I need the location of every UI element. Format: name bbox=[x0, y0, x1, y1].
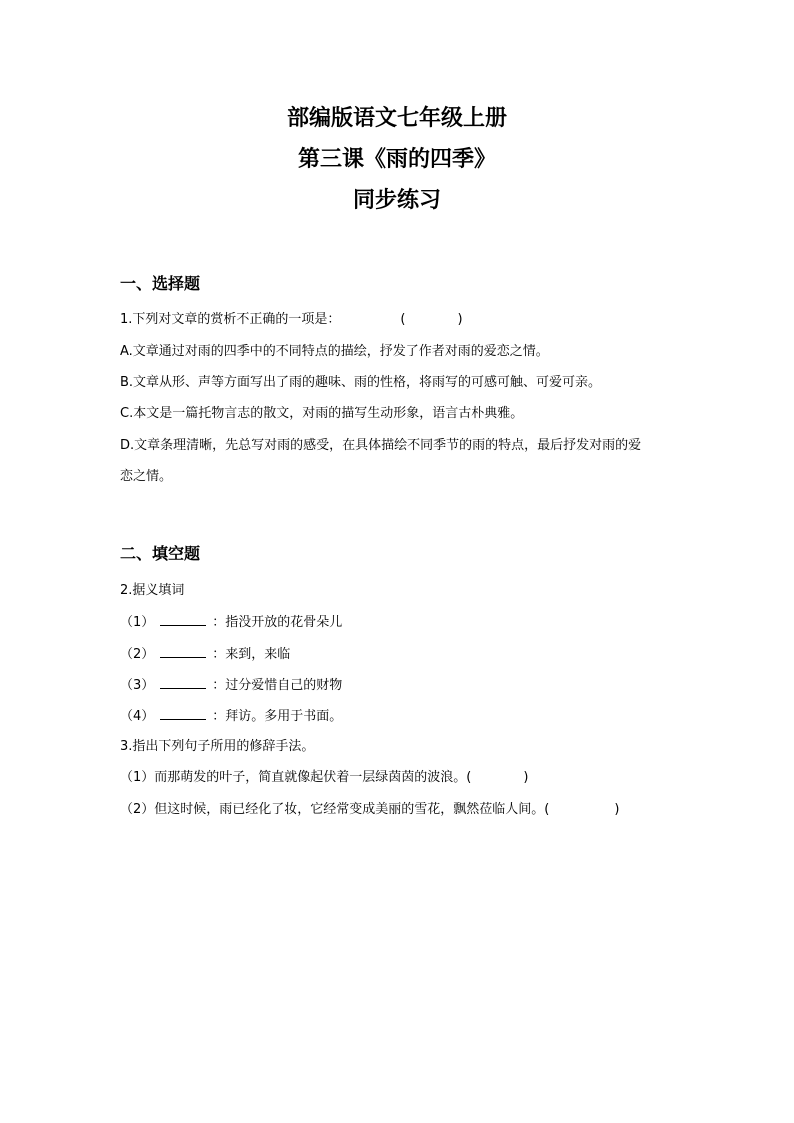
blank-line bbox=[160, 675, 206, 689]
blank-line bbox=[160, 706, 206, 720]
blank-line bbox=[160, 644, 206, 658]
fill-item-1: （1） ：指没开放的花骨朵儿 bbox=[120, 612, 342, 633]
rhetoric-item-2: （2）但这时候，雨已经化了妆，它经常变成美丽的雪花，飘然莅临人间。( ) bbox=[120, 802, 620, 817]
question-2-stem: 2.据义填词 bbox=[120, 583, 185, 598]
question-1-text: 1.下列对文章的赏析不正确的一项是： bbox=[120, 312, 341, 327]
option-a: A.文章通过对雨的四季中的不同特点的描绘，抒发了作者对雨的爱恋之情。 bbox=[120, 344, 549, 359]
question-1-stem bbox=[120, 310, 463, 330]
fill-item-2: （2） ：来到，来临 bbox=[120, 644, 290, 665]
fill-item-4: （4） ：拜访。多用于书面。 bbox=[120, 706, 342, 727]
rhetoric-item-1: （1）而那萌发的叶子，简直就像起伏着一层绿茵茵的波浪。( ) bbox=[120, 770, 529, 785]
title-line-1: 部编版语文七年级上册 bbox=[286, 105, 507, 131]
option-c: C.本文是一篇托物言志的散文，对雨的描写生动形象，语言古朴典雅。 bbox=[120, 406, 524, 421]
answer-paren: ( ) bbox=[400, 312, 463, 327]
title-line-3: 同步练习 bbox=[352, 187, 441, 213]
option-d: D.文章条理清晰，先总写对雨的感受，在具体描绘不同季节的雨的特点，最后抒发对雨的爱 bbox=[120, 438, 642, 453]
section-heading-choice: 一、选择题 bbox=[120, 274, 201, 293]
fill-item-3: （3） ：过分爱惜自己的财物 bbox=[120, 675, 342, 696]
question-3-stem: 3.指出下列句子所用的修辞手法。 bbox=[120, 739, 315, 754]
blank-line bbox=[160, 612, 206, 626]
option-d-continued: 恋之情。 bbox=[120, 469, 173, 484]
section-heading-fill: 二、填空题 bbox=[120, 544, 201, 563]
option-b: B.文章从形、声等方面写出了雨的趣味、雨的性格，将雨写的可感可触、可爱可亲。 bbox=[120, 375, 602, 390]
title-line-2: 第三课《雨的四季》 bbox=[297, 146, 496, 172]
